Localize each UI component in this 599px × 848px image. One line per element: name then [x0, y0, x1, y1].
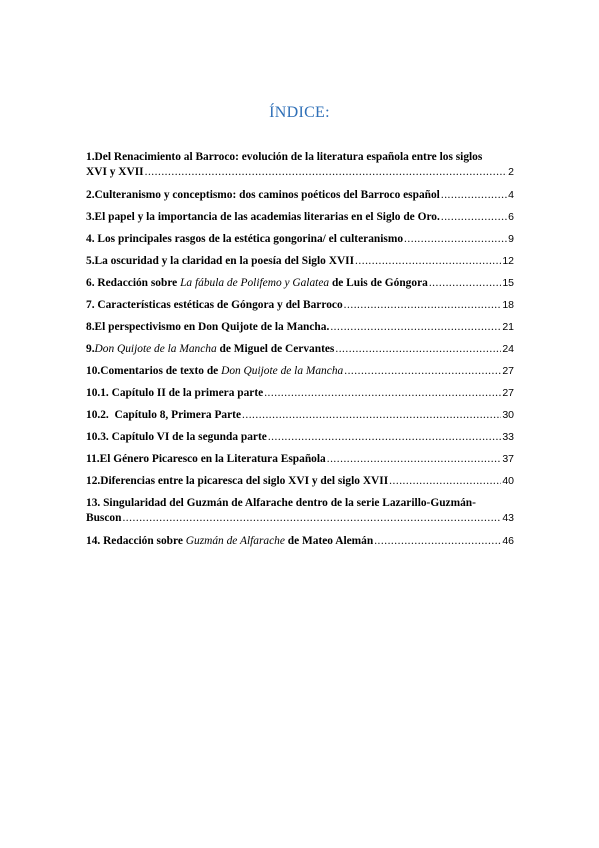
toc-leader-dots	[389, 474, 501, 489]
toc-entry-title: 11.El Género Picaresco en la Literatura Española	[86, 453, 326, 465]
toc-entry[interactable]	[86, 150, 514, 180]
toc-entry-title-suffix: de Miguel de Cervantes	[216, 343, 335, 355]
toc-entry[interactable]	[86, 452, 514, 467]
toc-page-number: 18	[502, 299, 514, 311]
toc-entry-title	[86, 534, 373, 549]
toc-page-number: 21	[502, 321, 514, 333]
toc-leader-dots	[145, 165, 508, 180]
toc-entry-title-italic: Guzmán de Alfarache	[185, 535, 285, 547]
toc-entry[interactable]	[86, 254, 514, 269]
toc-entry[interactable]	[86, 276, 514, 291]
toc-leader-dots	[344, 298, 502, 313]
toc-entry-title-italic: Don Quijote de la Mancha	[94, 343, 217, 355]
toc-entry-title	[86, 276, 428, 291]
toc-entry[interactable]	[86, 188, 514, 203]
toc-leader-dots	[355, 254, 501, 269]
toc-entry[interactable]	[86, 320, 514, 335]
toc-page-number: 33	[502, 431, 514, 443]
toc-entry[interactable]	[86, 474, 514, 489]
toc-entry-title-prefix: 9.	[86, 343, 95, 355]
toc-entry-title: 2.Culteranismo y conceptismo: dos caminos poéticos del Barroco español	[86, 189, 440, 201]
toc-entry[interactable]	[86, 364, 514, 379]
toc-entry-title-line1: 1.Del Renacimiento al Barroco: evolución de la literatura española entre los siglos	[86, 151, 483, 163]
toc-entry-title-line1: 13. Singularidad del Guzmán de Alfarache dentro de la serie Lazarillo-Guzmán-	[86, 497, 476, 509]
toc-page-number: 37	[502, 453, 514, 465]
toc-entry-title-italic: Don Quijote de la Mancha	[221, 365, 344, 377]
toc-entry[interactable]	[86, 342, 514, 357]
toc-page-number: 46	[502, 535, 514, 547]
toc-page-number: 30	[502, 409, 514, 421]
toc-entry-title-suffix: de Mateo Alemán	[284, 535, 374, 547]
toc-page-number: 24	[502, 343, 514, 355]
toc-page-number: 27	[502, 387, 514, 399]
toc-entry[interactable]	[86, 408, 514, 423]
toc-entry-title: 5.La oscuridad y la claridad en la poesía del Siglo XVII	[86, 255, 355, 267]
index-title: ÍNDICE:	[269, 104, 330, 121]
toc-page-number: 15	[502, 277, 514, 289]
toc-leader-dots	[327, 452, 502, 467]
toc-page-number: 27	[502, 365, 514, 377]
toc-entry-title-prefix: 10.Comentarios de texto de	[86, 365, 222, 377]
toc-entry-title-prefix: 6. Redacción sobre	[86, 277, 181, 289]
toc-leader-dots	[264, 386, 501, 401]
toc-leader-dots	[330, 320, 501, 335]
toc-page-number: 2	[508, 166, 514, 178]
toc-entry-title: 8.El perspectivismo en Don Quijote de la Mancha.	[86, 321, 330, 333]
toc-entry-title: 4. Los principales rasgos de la estética gongorina/ el culteranismo	[86, 233, 404, 245]
toc-entry-title: 3.El papel y la importancia de las academias literarias en el Siglo de Oro.	[86, 211, 440, 223]
toc-leader-dots	[374, 534, 501, 549]
toc-leader-dots	[122, 511, 501, 526]
toc-entry-title: 10.1. Capítulo II de la primera parte	[86, 387, 264, 399]
toc-page-number: 40	[502, 475, 514, 487]
toc-page-number: 9	[508, 233, 514, 245]
toc-entry[interactable]	[86, 430, 514, 445]
toc-entry[interactable]	[86, 534, 514, 549]
toc-entry-title-suffix: de Luis de Góngora	[329, 277, 428, 289]
toc-leader-dots	[441, 188, 507, 203]
toc-leader-dots	[268, 430, 502, 445]
toc-entry-title: 10.2. Capítulo 8, Primera Parte	[86, 409, 242, 421]
toc-entry[interactable]	[86, 298, 514, 313]
toc-page-number: 4	[508, 189, 514, 201]
toc-leader-dots	[242, 408, 501, 423]
toc-entry-title-prefix: 14. Redacción sobre	[86, 535, 186, 547]
toc-entry-title: 7. Características estéticas de Góngora y del Barroco	[86, 299, 343, 311]
toc-leader-dots	[344, 364, 501, 379]
toc-entry[interactable]	[86, 496, 514, 526]
toc-entry-title: Buscon	[86, 512, 122, 524]
toc-entry-title: 10.3. Capítulo VI de la segunda parte	[86, 431, 267, 443]
toc-entry[interactable]	[86, 386, 514, 401]
toc-page-number: 43	[502, 512, 514, 524]
toc-entry[interactable]	[86, 210, 514, 225]
toc-entry-title: 12.Diferencias entre la picaresca del siglo XVI y del siglo XVII	[86, 475, 389, 487]
toc-entry-title-italic: La fábula de Polifemo y Galatea	[180, 277, 330, 289]
toc-page-number: 6	[508, 211, 514, 223]
toc-leader-dots	[429, 276, 501, 291]
toc-leader-dots	[404, 232, 507, 247]
toc-leader-dots	[441, 210, 507, 225]
toc-leader-dots	[335, 342, 501, 357]
toc-entry[interactable]	[86, 232, 514, 247]
toc-entry-title	[86, 364, 343, 379]
toc-entry-title: XVI y XVII	[86, 166, 144, 178]
toc-page-number: 12	[502, 255, 514, 267]
toc-entry-title	[86, 342, 334, 357]
